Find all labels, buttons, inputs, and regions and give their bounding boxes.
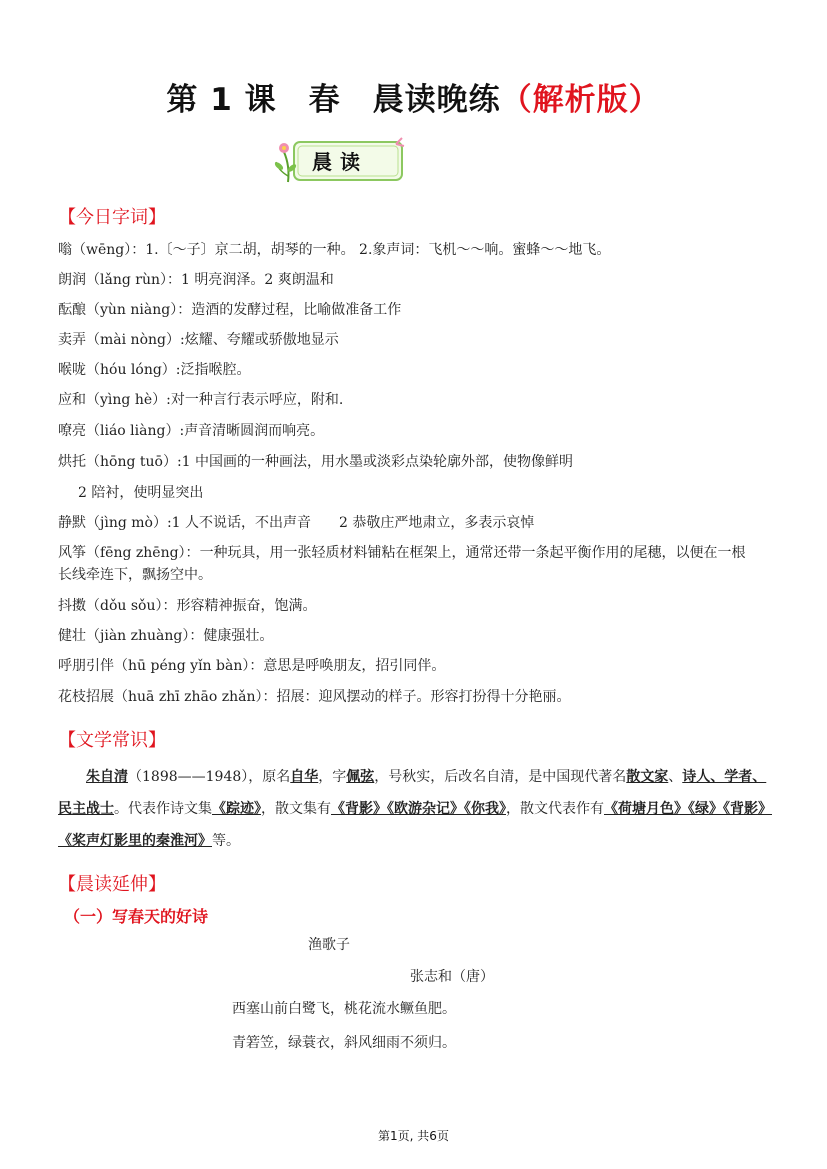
vocab-item: 应和（yìng hè）:对一种言行表示呼应，附和. bbox=[58, 392, 344, 408]
poem-line: 青箬笠，绿蓑衣，斜风细雨不须归。 bbox=[232, 1035, 456, 1051]
vocab-item: 嘹亮（liáo liàng）:声音清晰圆润而响亮。 bbox=[58, 423, 325, 439]
vocab-item: 静默（jìng mò）:1 人不说话，不出声音 2 恭敬庄严地肃立，多表示哀悼 bbox=[58, 515, 535, 531]
section-extension: 【晨读延伸】 bbox=[58, 874, 166, 895]
section-vocab: 【今日字词】 bbox=[58, 207, 166, 228]
vocab-item: 抖擞（dǒu sǒu）：形容精神振奋，饱满。 bbox=[58, 598, 317, 614]
literature-paragraph: 朱自清（1898——1948），原名自华，字佩弦，号秋实，后改名自清，是中国现代著名散文家、诗人、学者、民主战士。代表作诗文集《踪迹》，散文集有《背影》《欧游杂记》《你我》，散文代表作有《荷塘月色》《绿》《背影》《桨声灯影里的秦淮河》等。 bbox=[58, 769, 772, 849]
vocab-item: 2 陪衬，使明显突出 bbox=[78, 485, 204, 501]
vocab-item: 卖弄（mài nòng）:炫耀、夸耀或骄傲地显示 bbox=[58, 332, 339, 348]
vocab-item: 喉咙（hóu lóng）:泛指喉腔。 bbox=[58, 362, 251, 378]
vocab-item: 酝酿（yùn niàng）：造酒的发酵过程，比喻做准备工作 bbox=[58, 302, 402, 318]
title-highlight: （解析版） bbox=[500, 82, 661, 118]
vocab-item: 长线牵连下，飘扬空中。 bbox=[58, 567, 212, 583]
poem-author: 张志和（唐） bbox=[410, 969, 494, 985]
extension-subtitle: （一）写春天的好诗 bbox=[64, 907, 209, 926]
poem-title: 渔歌子 bbox=[308, 937, 350, 953]
vocab-item: 花枝招展（huā zhī zhāo zhǎn）：招展：迎风摆动的样子。形容打扮得十分艳丽。 bbox=[58, 689, 571, 705]
vocab-item: 嗡（wēng）：1.〔～子〕京二胡，胡琴的一种。 2.象声词：飞机～～响。蜜蜂～～地飞。 bbox=[58, 242, 611, 258]
vocab-item: 风筝（fēng zhēng）：一种玩具，用一张轻质材料铺粘在框架上，通常还带一条起平衡作用的尾穗，以便在一根 bbox=[58, 545, 746, 561]
section-literature: 【文学常识】 bbox=[58, 730, 166, 751]
badge-label: 晨读 bbox=[312, 150, 368, 174]
poem-line: 西塞山前白鹭飞，桃花流水鳜鱼肥。 bbox=[232, 1001, 456, 1017]
vocab-item: 朗润（lǎng rùn）：1 明亮润泽。2 爽朗温和 bbox=[58, 272, 334, 288]
page-title bbox=[0, 74, 827, 119]
title-main: 第 1 课 春 晨读晚练 bbox=[166, 82, 501, 118]
page-footer: 第1页, 共6页 bbox=[378, 1129, 449, 1143]
vocab-item: 健壮（jiàn zhuàng）：健康强壮。 bbox=[58, 628, 274, 644]
vocab-item: 呼朋引伴（hū péng yǐn bàn）：意思是呼唤朋友，招引同伴。 bbox=[58, 658, 446, 674]
vocab-item: 烘托（hōng tuō）:1 中国画的一种画法，用水墨或淡彩点染轮廓外部，使物像鲜明 bbox=[58, 454, 574, 470]
